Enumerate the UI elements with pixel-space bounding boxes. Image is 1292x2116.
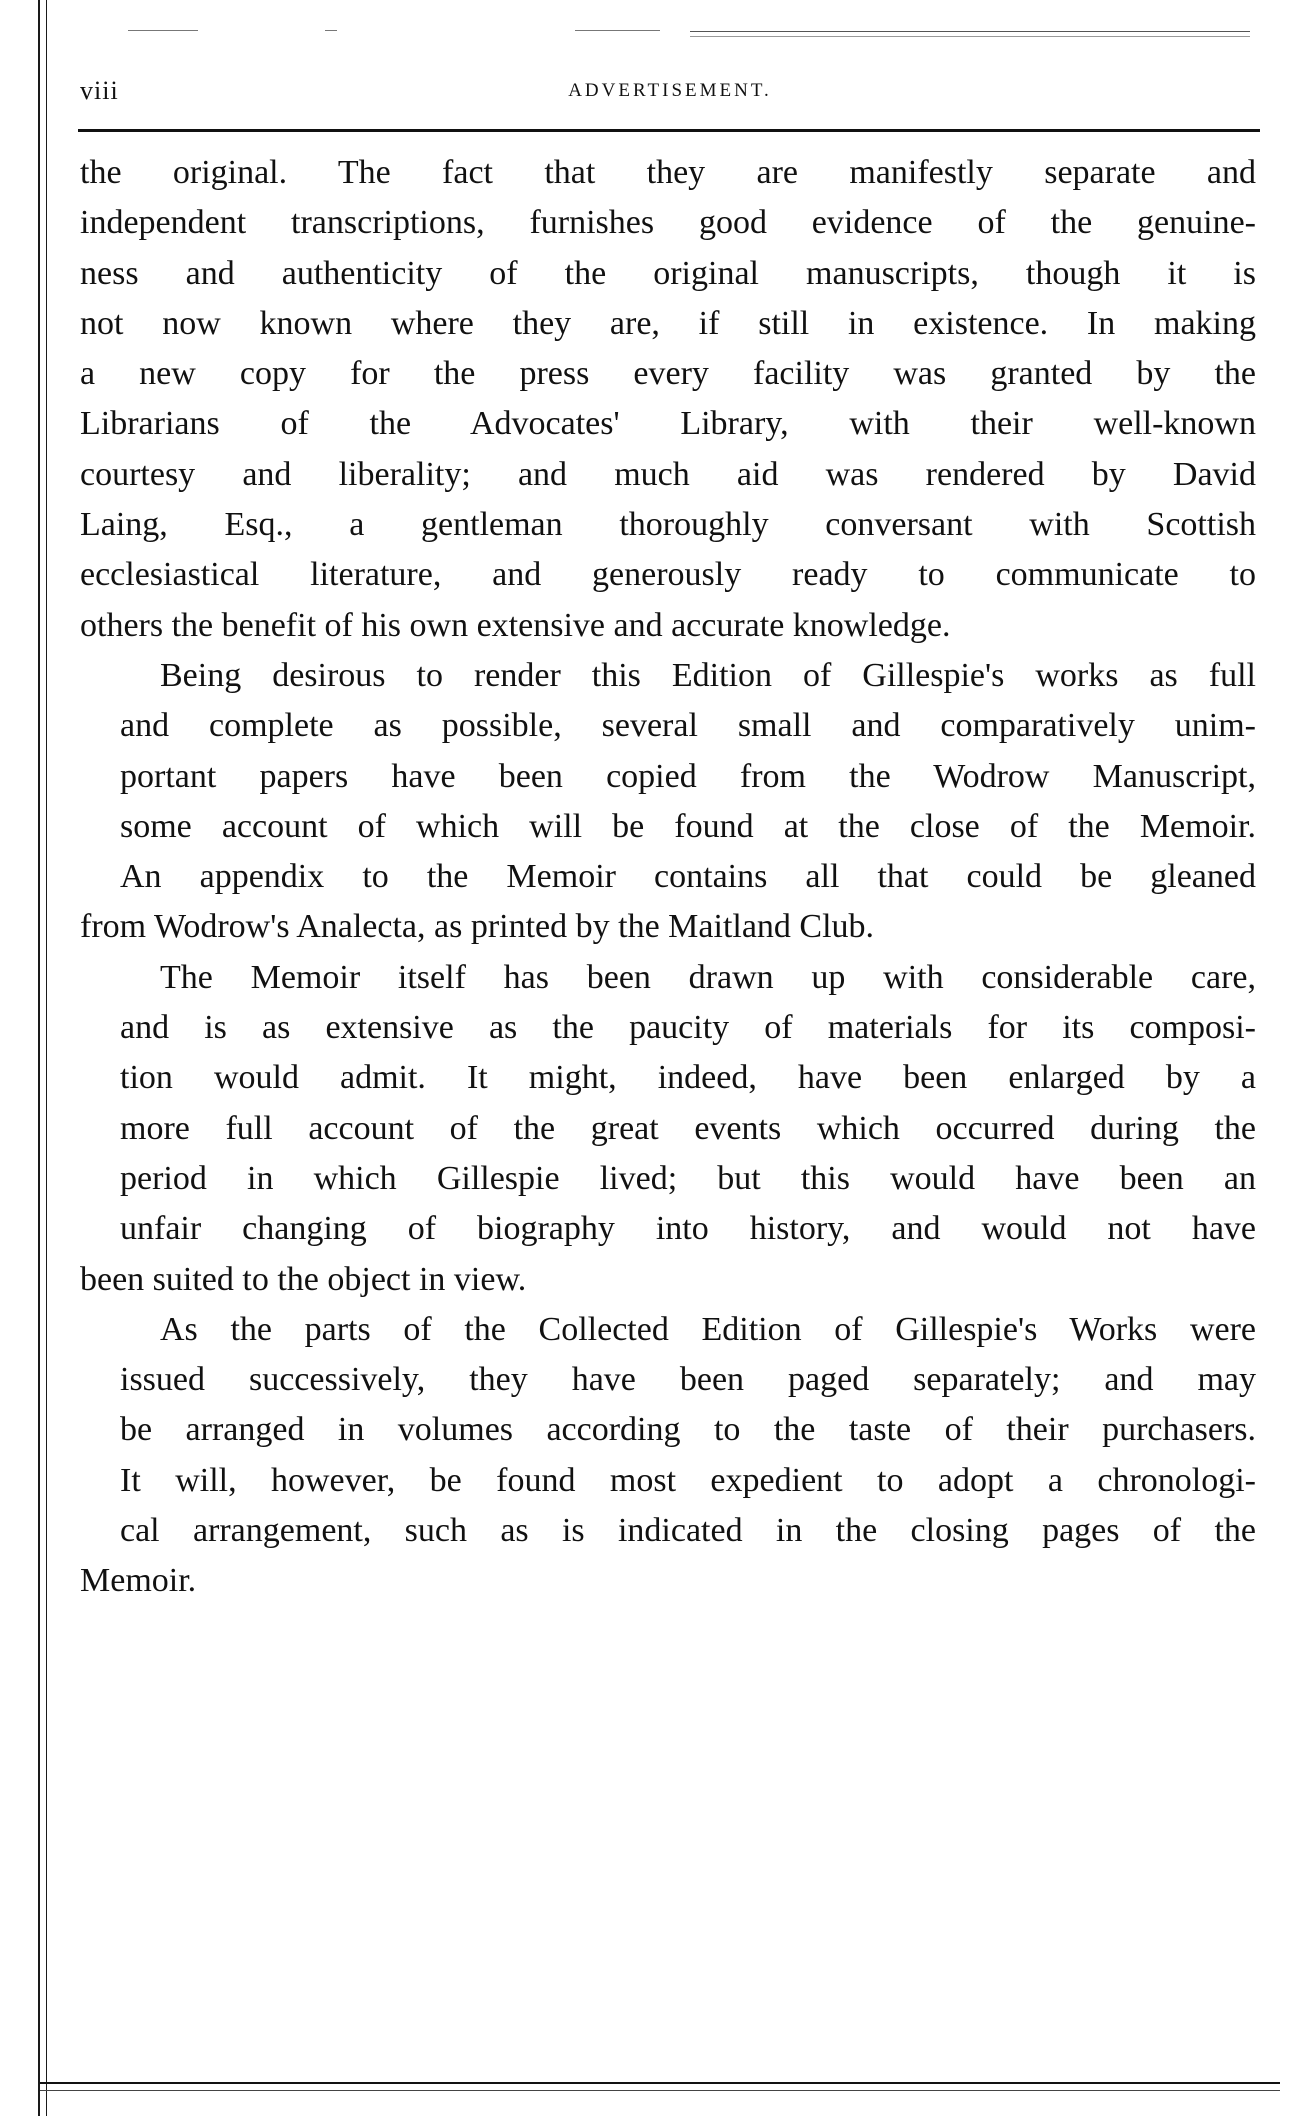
scan-artifact-rule [128, 30, 198, 31]
text-line: An appendix to the Memoir contains all that could be gleaned [120, 858, 1256, 896]
text-line: the original. The fact that they are manifestly separate and [80, 154, 1256, 191]
text-line: cal arrangement, such as is indicated in the closing pages of the [120, 1512, 1256, 1550]
text-line: Laing, Esq., a gentleman thoroughly conversant with Scottish [80, 506, 1256, 544]
binding-rule-inner [46, 0, 47, 2116]
body-text [80, 148, 1256, 1607]
paragraph-continued [80, 148, 1256, 651]
text-line: Being desirous to render this Edition of Gillespie's works as full [160, 656, 1256, 694]
scan-artifact-rule [690, 31, 1250, 32]
page-header [80, 76, 1260, 116]
text-line: portant papers have been copied from the Wodrow Manuscript, [120, 757, 1256, 795]
text-line: be arranged in volumes according to the taste of their purchasers. [120, 1411, 1256, 1449]
text-line: unfair changing of biography into history, and would not have [120, 1210, 1256, 1248]
text-line: a new copy for the press every facility was granted by the [80, 355, 1256, 393]
paragraph-memoir-itself [80, 953, 1256, 1305]
text-line: As the parts of the Collected Edition of Gillespie's Works were [160, 1310, 1256, 1348]
page-number: viii [80, 76, 119, 105]
text-line: independent transcriptions, furnishes good evidence of the genuine- [80, 204, 1256, 242]
text-line: ness and authenticity of the original manuscripts, though it is [80, 254, 1256, 292]
text-line: some account of which will be found at the close of the Memoir. [120, 807, 1256, 845]
text-line: others the benefit of his own extensive and accurate knowledge. [80, 606, 951, 644]
text-line: courtesy and liberality; and much aid was rendered by David [80, 455, 1256, 493]
text-line: more full account of the great events which occurred during the [120, 1109, 1256, 1147]
text-line: from Wodrow's Analecta, as printed by the Maitland Club. [80, 908, 875, 946]
text-line: Librarians of the Advocates' Library, with their well-known [80, 405, 1256, 443]
text-line: ecclesiastical literature, and generously ready to communicate to [80, 556, 1256, 594]
footer-rule [40, 2090, 1280, 2091]
binding-rule-outer [38, 0, 40, 2116]
text-line: tion would admit. It might, indeed, have been enlarged by a [120, 1059, 1256, 1097]
header-rule [78, 129, 1260, 132]
paragraph-being-desirous [80, 651, 1256, 953]
text-line: issued successively, they have been paged separately; and may [120, 1361, 1256, 1399]
text-line: been suited to the object in view. [80, 1260, 527, 1298]
footer-rule [40, 2082, 1280, 2084]
text-line: and complete as possible, several small and comparatively unim- [120, 707, 1256, 745]
paragraph-parts-collected [80, 1305, 1256, 1607]
text-line: not now known where they are, if still in existence. In making [80, 304, 1256, 342]
scan-artifact-rule [690, 36, 1250, 37]
text-line: period in which Gillespie lived; but this would have been an [120, 1159, 1256, 1197]
running-head: ADVERTISEMENT. [568, 80, 772, 101]
scan-artifact-rule [325, 30, 337, 31]
text-line: The Memoir itself has been drawn up with considerable care, [160, 958, 1256, 996]
text-line: Memoir. [80, 1562, 197, 1600]
text-line: and is as extensive as the paucity of materials for its composi- [120, 1009, 1256, 1047]
scan-artifact-rule [575, 30, 660, 31]
text-line: It will, however, be found most expedient to adopt a chronologi- [120, 1461, 1256, 1499]
